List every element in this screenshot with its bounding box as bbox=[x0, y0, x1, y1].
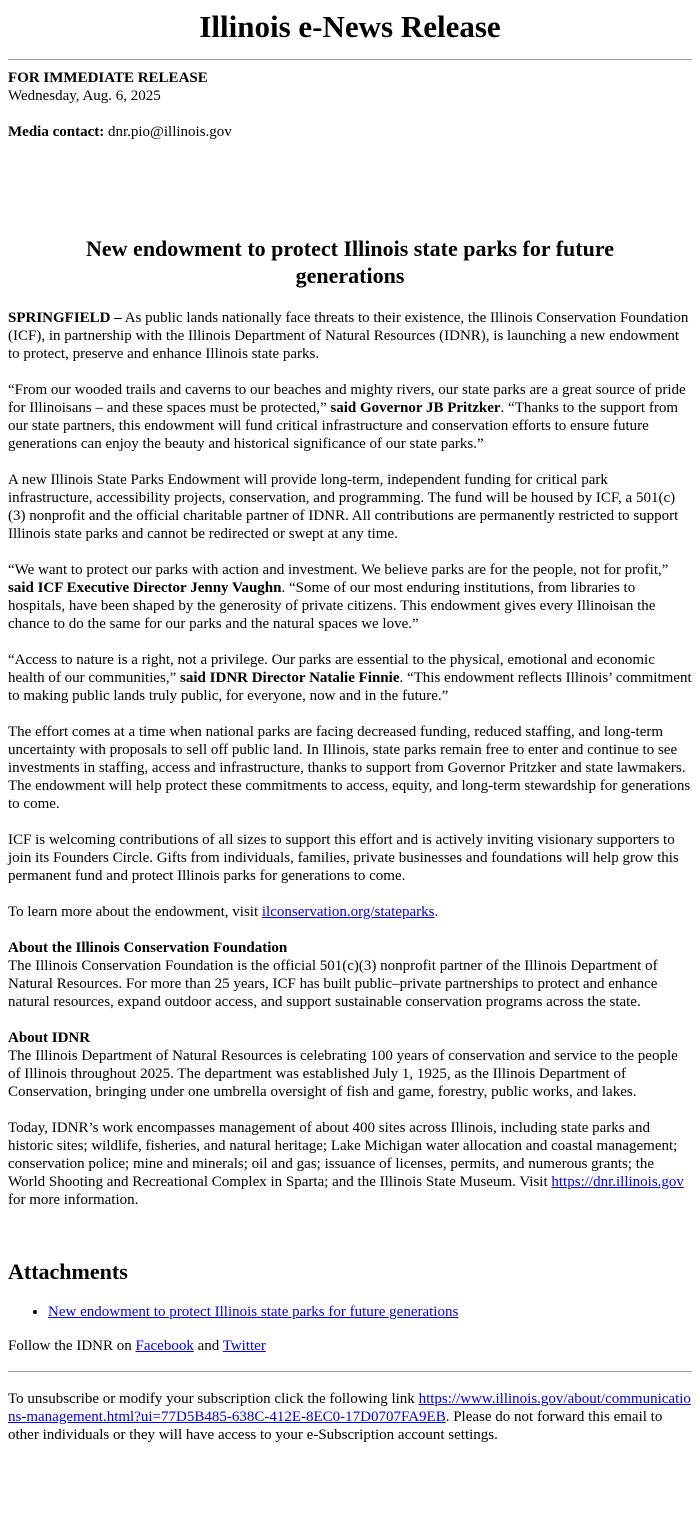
paragraph-idnr-quote: “Access to nature is a right, not a privilege. Our parks are essential to the physical, emotional and economic health of our communities,” said IDNR Director Natalie Finnie. “This endowment reflects Illinois’ commitment to making public lands truly public, for everyone, now and in the future.” bbox=[8, 652, 692, 704]
about-icf-text: The Illinois Conservation Foundation is the official 501(c)(3) nonprofit partner of the Illinois Department of Natural Resources. For more than 25 years, ICF has built public–private partnerships to protect and enhance natural resources, expand outdoor access, and support sustainable conservation programs across the state. bbox=[8, 958, 658, 1010]
quote-attribution: said IDNR Director Natalie Finnie bbox=[180, 670, 400, 686]
about-idnr-heading: About IDNR bbox=[8, 1030, 91, 1046]
paragraph-learn-more: To learn more about the endowment, visit ilconservation.org/stateparks. bbox=[8, 904, 439, 920]
about-icf-heading: About the Illinois Conservation Foundation bbox=[8, 940, 288, 956]
headline: New endowment to protect Illinois state parks for future generations bbox=[86, 236, 614, 288]
stateparks-link[interactable]: ilconservation.org/stateparks bbox=[261, 904, 435, 920]
about-idnr-text-2: Today, IDNR’s work encompasses management of about 400 sites across Illinois, including state parks and historic sites; wildlife, fisheries, and natural heritage; Lake Michigan water allocation and coastal management; conservation police; mine and minerals; oil and gas; issuance of licenses, permits, and numerous grants; the World Shooting and Recreational Complex in Sparta; and the Illinois State Museum. Visit https://dnr.illinois.gov for more information. bbox=[8, 1120, 684, 1208]
about-icf-section bbox=[8, 939, 692, 1011]
site-title: Illinois e-News Release bbox=[199, 9, 501, 44]
paragraph-effort: The effort comes at a time when national parks are facing decreased funding, reduced staffing, and long-term uncertainty with proposals to sell off public land. In Illinois, state parks remain free to enter and continue to see investments in staffing, access and infrastructure, thanks to support from Governor Pritzker and state lawmakers. The endowment will help protect these commitments to access, equity, and long-term stewardship for generations to come. bbox=[8, 724, 691, 812]
unsubscribe-link[interactable]: https://www.illinois.gov/about/communications-management.html?ui=77D5B485-638C-412E-8EC0-17D0707FA9EB bbox=[8, 1391, 691, 1425]
dateline: SPRINGFIELD – bbox=[8, 310, 122, 326]
bottom-divider bbox=[8, 1371, 692, 1372]
release-label: FOR IMMEDIATE RELEASE bbox=[8, 70, 208, 86]
media-contact-label: Media contact: bbox=[8, 124, 105, 140]
paragraph-intro: SPRINGFIELD – As public lands nationally face threats to their existence, the Illinois Conservation Foundation (ICF), in partnership with the Illinois Department of Natural Resources (IDNR), is launching a new endowment to protect, preserve and enhance Illinois state parks. bbox=[8, 310, 689, 362]
quote-attribution: said ICF Executive Director Jenny Vaughn bbox=[8, 580, 282, 596]
attachment-link[interactable]: New endowment to protect Illinois state parks for future generations bbox=[48, 1304, 459, 1320]
twitter-link[interactable]: Twitter bbox=[222, 1338, 266, 1354]
about-idnr-text: The Illinois Department of Natural Resources is celebrating 100 years of conservation and service to the people of Illinois throughout 2025. The department was established July 1, 1925, as the Illinois Department of Conservation, bringing under one umbrella oversight of fish and game, forestry, public works, and lakes. bbox=[8, 1048, 678, 1100]
list-item bbox=[48, 1303, 692, 1321]
release-header bbox=[8, 60, 692, 141]
unsubscribe-notice: To unsubscribe or modify your subscription click the following link https://www.illinois.gov/about/communications-management.html?ui=77D5B485-638C-412E-8EC0-17D0707FA9EB. Please do not forward this email to other individuals or they will have access to your e-Subscription account settings. bbox=[8, 1391, 691, 1443]
about-idnr-section bbox=[8, 1029, 692, 1209]
release-body bbox=[8, 309, 692, 1209]
attachments-heading: Attachments bbox=[8, 1259, 128, 1284]
media-contact bbox=[8, 123, 692, 141]
paragraph-contributions: ICF is welcoming contributions of all sizes to support this effort and is actively inviting visionary supporters to join its Founders Circle. Gifts from individuals, families, private businesses and foundations will help grow this permanent fund and protect Illinois parks for generations to come. bbox=[8, 832, 679, 884]
paragraph-icf-quote: “We want to protect our parks with action and investment. We believe parks are for the people, not for profit,” said ICF Executive Director Jenny Vaughn. “Some of our most enduring institutions, from libraries to hospitals, have been shaped by the generosity of private citizens. This endowment gives every Illinoisan the chance to do the same for our parks and the natural spaces we love.” bbox=[8, 562, 669, 632]
attachments-list bbox=[8, 1303, 692, 1321]
follow-line: Follow the IDNR on Facebook and Twitter bbox=[8, 1338, 266, 1354]
quote-attribution: said Governor JB Pritzker bbox=[330, 400, 501, 416]
dnr-website-link[interactable]: https://dnr.illinois.gov bbox=[551, 1174, 684, 1190]
media-contact-email: dnr.pio@illinois.gov bbox=[107, 124, 232, 140]
paragraph-governor-quote: “From our wooded trails and caverns to our beaches and mighty rivers, our state parks are a great source of pride for Illinoisans – and these spaces must be protected,” said Governor JB Pritzker. “Thanks to the support from our state partners, this endowment will fund critical infrastructure and conservation efforts to ensure future generations can enjoy the beauty and historical significance of our state parks.” bbox=[8, 382, 686, 452]
paragraph-endowment: A new Illinois State Parks Endowment will provide long-term, independent funding for critical park infrastructure, accessibility projects, conservation, and programming. The fund will be housed by ICF, a 501(c)(3) nonprofit and the official charitable partner of IDNR. All contributions are permanently restricted to support Illinois state parks and cannot be redirected or swept at any time. bbox=[8, 472, 679, 542]
release-date: Wednesday, Aug. 6, 2025 bbox=[8, 88, 161, 104]
facebook-link[interactable]: Facebook bbox=[135, 1338, 194, 1354]
